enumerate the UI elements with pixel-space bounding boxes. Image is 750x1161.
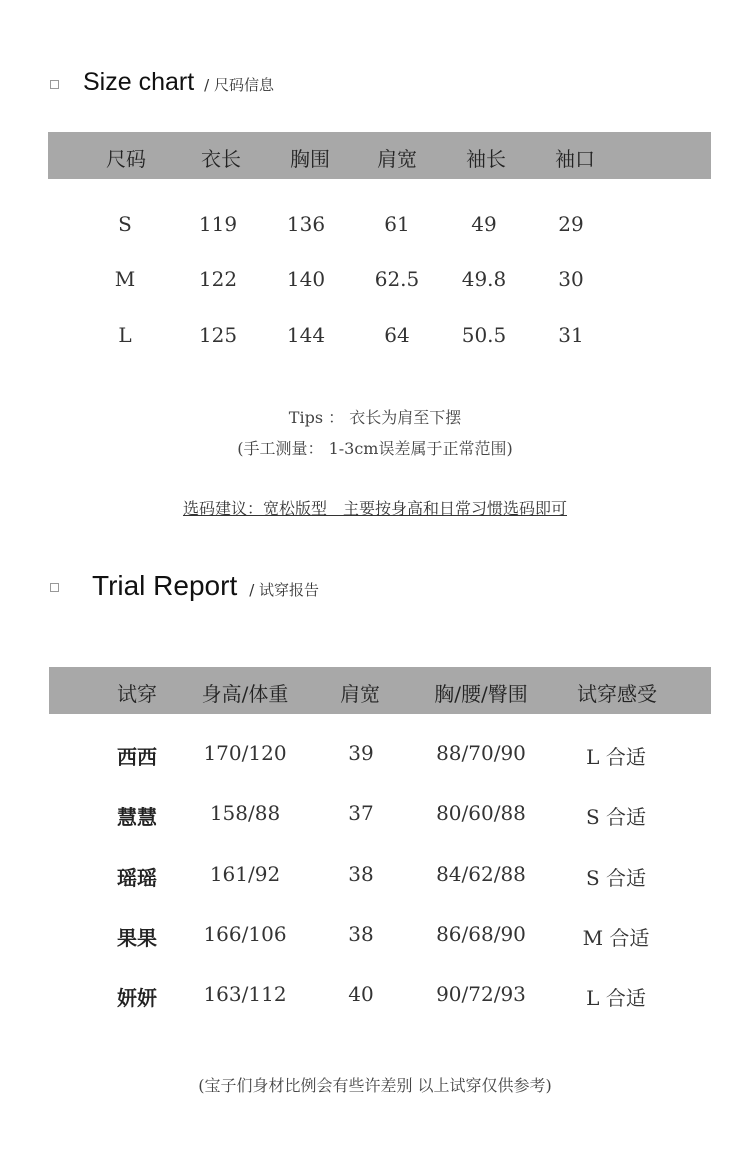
- size-cell: 122: [198, 267, 238, 291]
- size-cell: 31: [558, 323, 584, 347]
- trial-name-cell: 瑶瑶: [117, 866, 157, 890]
- trial-name-cell: 慧慧: [117, 805, 157, 829]
- size-cell: 125: [198, 323, 238, 347]
- trial-report-heading: [92, 570, 319, 602]
- size-cell: 49: [471, 212, 497, 236]
- trial-fit-cell: M 合适: [582, 926, 650, 950]
- trial-header-cell: 试穿感受: [577, 682, 657, 706]
- trial-fit-cell: S 合适: [585, 805, 647, 829]
- trial-fit-cell: L 合适: [586, 986, 646, 1010]
- size-cell: 49.8: [461, 267, 507, 291]
- trial-cell: 40: [348, 982, 374, 1006]
- trial-report-title: Trial Report: [92, 570, 238, 601]
- trial-cell: 37: [348, 801, 374, 825]
- trial-header-cell: 身高/体重: [201, 682, 289, 706]
- trial-table-header: [49, 667, 711, 714]
- trial-cell: 86/68/90: [436, 922, 526, 946]
- tips-note: Tips ： 衣长为肩至下摆: [288, 408, 462, 427]
- trial-header-cell: 肩宽: [340, 682, 380, 706]
- trial-name-cell: 妍妍: [117, 986, 157, 1010]
- trial-name-cell: 果果: [117, 926, 157, 950]
- size-table-header: [48, 132, 711, 179]
- size-cell: 61: [384, 212, 410, 236]
- trial-cell: 88/70/90: [436, 741, 526, 765]
- size-cell: 140: [286, 267, 326, 291]
- trial-cell: 38: [348, 862, 374, 886]
- trial-cell: 170/120: [203, 741, 287, 765]
- size-chart-title: Size chart: [83, 68, 195, 96]
- size-cell: 29: [558, 212, 584, 236]
- trial-cell: 163/112: [203, 982, 287, 1006]
- size-cell: 30: [558, 267, 584, 291]
- trial-cell: 161/92: [209, 862, 281, 886]
- trial-cell: 166/106: [203, 922, 287, 946]
- size-cell: 119: [198, 212, 238, 236]
- trial-cell: 90/72/93: [436, 982, 526, 1006]
- size-chart-subtitle: / 尺码信息: [204, 76, 274, 94]
- trial-report-subtitle: / 试穿报告: [249, 581, 320, 599]
- trial-header-cell: 胸/腰/臀围: [434, 682, 528, 706]
- trial-cell: 38: [348, 922, 374, 946]
- trial-name-cell: 西西: [117, 745, 157, 769]
- trial-header-cell: 试穿: [117, 682, 157, 706]
- section-bullet-icon: [50, 80, 59, 89]
- size-header-cell: 衣长: [201, 147, 241, 171]
- size-header-cell: 尺码: [106, 147, 146, 171]
- size-cell: 144: [286, 323, 326, 347]
- size-cell: 64: [384, 323, 410, 347]
- trial-cell: 158/88: [209, 801, 281, 825]
- sizing-advice: [0, 496, 750, 519]
- size-cell: 62.5: [374, 267, 420, 291]
- trial-cell: 80/60/88: [436, 801, 526, 825]
- trial-fit-cell: S 合适: [585, 866, 647, 890]
- size-cell: 50.5: [461, 323, 507, 347]
- size-cell: L: [118, 323, 132, 347]
- size-header-cell: 袖口: [555, 147, 595, 171]
- section-bullet-icon: [50, 583, 59, 592]
- size-header-cell: 肩宽: [377, 147, 417, 171]
- size-header-cell: 胸围: [290, 147, 330, 171]
- measure-note: (手工测量： 1-3cm误差属于正常范围): [237, 439, 513, 458]
- size-cell: 136: [286, 212, 326, 236]
- trial-footer-note: (宝子们身材比例会有些许差别 以上试穿仅供参考): [198, 1076, 552, 1095]
- trial-cell: 84/62/88: [436, 862, 526, 886]
- trial-cell: 39: [348, 741, 374, 765]
- sizing-advice-text: 选码建议：宽松版型 主要按身高和日常习惯选码即可: [182, 499, 567, 518]
- trial-fit-cell: L 合适: [586, 745, 646, 769]
- size-header-cell: 袖长: [466, 147, 506, 171]
- size-chart-heading: [83, 68, 274, 97]
- size-cell: M: [114, 267, 136, 291]
- size-cell: S: [118, 212, 132, 236]
